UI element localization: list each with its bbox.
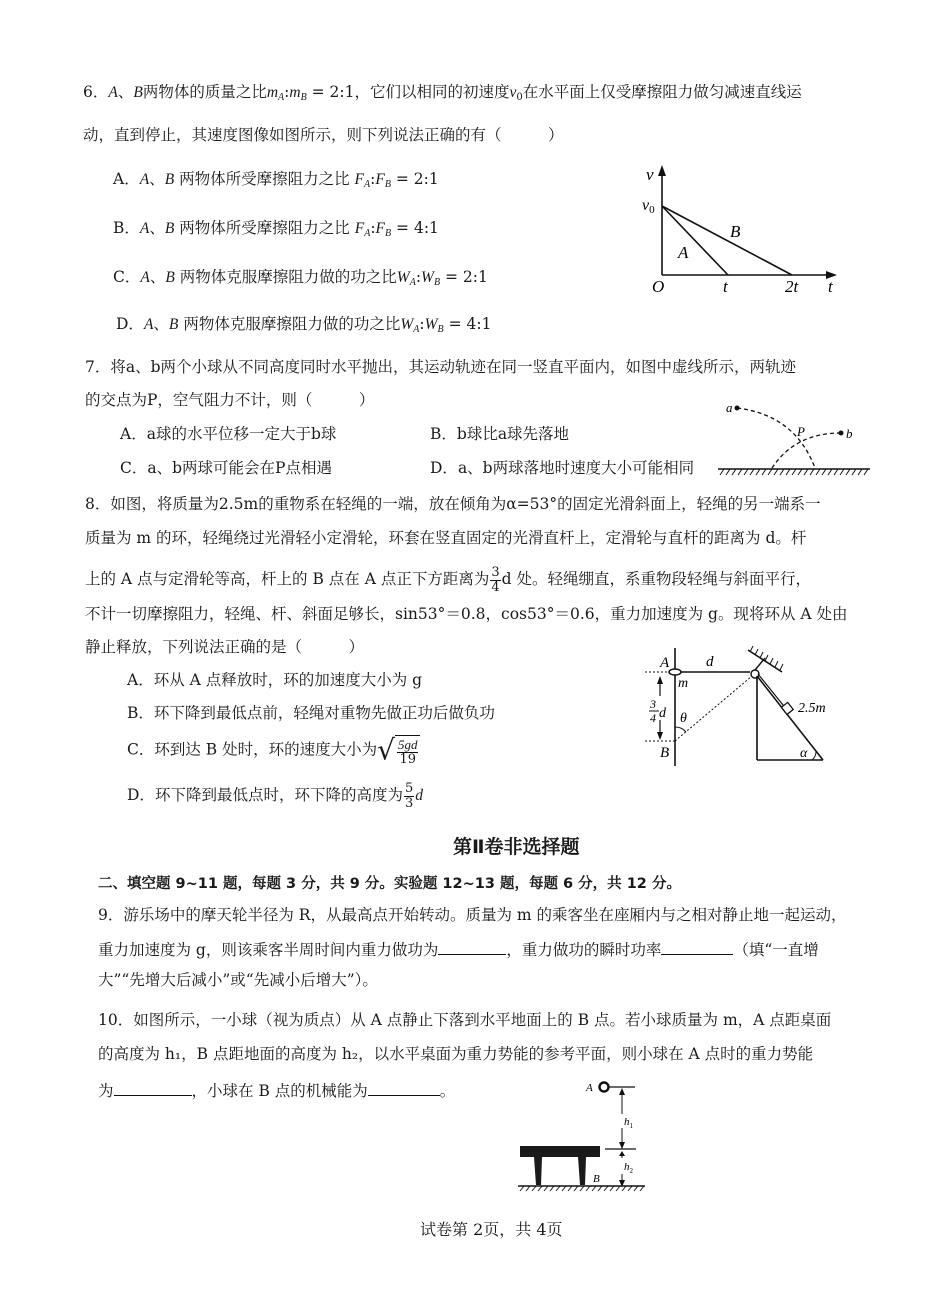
q8-line3 xyxy=(85,566,811,594)
label-mass: 2.5m xyxy=(798,701,826,716)
section-title: 第Ⅱ卷非选择题 xyxy=(453,836,580,858)
q8-option-c[interactable] xyxy=(127,735,420,766)
axis-label-v: v xyxy=(646,165,654,184)
ratio: = 2:1 xyxy=(390,170,439,188)
label-theta: θ xyxy=(680,711,687,726)
option-label: C． xyxy=(120,459,148,477)
option-text: a、b两球落地时速度大小可能相同 xyxy=(457,459,695,477)
q8-option-d[interactable] xyxy=(127,782,423,810)
q6-option-c[interactable]: C．A、B 两物体克服摩擦阻力做的功之比$W_A:W_B$ = 2:1 xyxy=(113,268,488,288)
option-label: D． xyxy=(116,315,144,333)
option-label: C． xyxy=(127,740,155,759)
sym-d: d xyxy=(415,787,423,805)
q6-option-a[interactable]: A．A、B 两物体所受摩擦阻力之比 $F_A:F_B$ = 2:1 xyxy=(113,170,439,190)
q7-option-d[interactable] xyxy=(430,461,694,477)
q7-option-b[interactable] xyxy=(430,427,569,443)
fraction-3-4: $\frac{3}{4}$ xyxy=(491,565,500,595)
label-origin: O xyxy=(652,277,665,296)
sym-a: A xyxy=(108,84,118,101)
option-text: 环从 A 点释放时，环的加速度大小为 g xyxy=(153,671,423,689)
label-b: B xyxy=(730,222,741,241)
sym: F xyxy=(354,171,365,188)
sym: B xyxy=(164,220,175,237)
option-text: 环下降到最低点时，环下降的高度为 xyxy=(154,786,403,805)
q10-text: 。 xyxy=(439,1082,456,1100)
label-point-p: P xyxy=(797,424,805,439)
ratio: = 4:1 xyxy=(391,219,439,237)
option-label: B． xyxy=(430,425,457,443)
label-b: B xyxy=(660,745,670,761)
q8-line5: 静止释放，下列说法正确的是（ ） xyxy=(85,638,365,656)
label-m: m xyxy=(678,676,689,691)
mass-ratio: = 2:1 xyxy=(306,83,355,101)
option-label: B． xyxy=(127,704,154,722)
label-v0: v0 xyxy=(642,197,655,216)
option-label: A． xyxy=(120,425,147,443)
q9-line1: 9．游乐场中的摩天轮半径为 R，从最高点开始转动。质量为 m 的乘客坐在座厢内与之相对静止地一起运动， xyxy=(98,906,847,924)
option-text: 两物体克服摩擦阻力做的功之比 xyxy=(183,315,401,333)
q9-text: 重力加速度为 g，则该乘客半周时间内重力做功为 xyxy=(98,941,439,959)
q8-text: d 处。轻绳绷直，系重物段轻绳与斜面平行， xyxy=(501,570,811,589)
q6-stem-line2: 动，直到停止，其速度图像如图所示，则下列说法正确的有（ ） xyxy=(83,126,564,144)
sym: W xyxy=(396,269,410,286)
page-footer: 试卷第 2页，共 4页 xyxy=(420,1220,563,1239)
q8-line2: 质量为 m 的环，轻绳绕过光滑轻小定滑轮，环套在竖直固定的光滑直杆上，定滑轮与直杆的距离为 d。杆 xyxy=(85,529,807,547)
sym: B xyxy=(165,269,175,286)
label-frac-den: 4 xyxy=(650,711,656,725)
option-text: 两物体所受摩擦阻力之比 xyxy=(179,219,350,237)
label-a: A xyxy=(678,243,689,262)
option-text: a、b两球可能会在P点相遇 xyxy=(147,459,332,477)
option-label: D． xyxy=(127,786,155,805)
ratio: = 2:1 xyxy=(440,268,488,286)
q7-stem-line2: 的交点为P，空气阻力不计，则（ ） xyxy=(85,391,375,409)
answer-blank-potential[interactable] xyxy=(114,1081,192,1096)
label-a: A xyxy=(586,1082,593,1094)
q6-number: 6． xyxy=(83,83,109,101)
q7-option-a[interactable] xyxy=(120,427,336,443)
q6-text3: 在水平面上仅受摩擦阻力做匀减速直线运 xyxy=(522,83,802,101)
q9-line2 xyxy=(98,940,819,959)
q7-option-c[interactable] xyxy=(120,461,332,477)
q8-option-b[interactable] xyxy=(127,706,495,722)
sym: A xyxy=(139,220,150,237)
label-alpha: α xyxy=(800,746,808,761)
label-ball-a: a xyxy=(726,400,733,415)
option-text: 两物体所受摩擦阻力之比 xyxy=(179,170,350,188)
q8-pulley-figure xyxy=(630,640,840,770)
label-h1: $h_1$ xyxy=(624,1116,633,1130)
q6-text: 两物体的质量之比 xyxy=(142,83,267,101)
q9-line3: 大”“先增大后减小”或“先减小后增大”）。 xyxy=(98,971,378,989)
sym: F xyxy=(354,220,365,237)
q10-text: ，小球在 B 点的机械能为 xyxy=(191,1082,368,1100)
axis-label-t: t xyxy=(828,277,833,296)
option-label: A． xyxy=(113,170,140,188)
option-text: a球的水平位移一定大于b球 xyxy=(146,425,337,443)
q8-line4: 不计一切摩擦阻力，轻绳、杆、斜面足够长，sin53°＝0.8，cos53°＝0.6，重力加速度为 g。现将环从 A 处由 xyxy=(85,605,848,623)
q10-line3 xyxy=(98,1081,455,1100)
option-label: B． xyxy=(113,219,140,237)
option-label: C． xyxy=(113,268,141,286)
q8-line1: 8．如图，将质量为2.5m的重物系在轻绳的一端，放在倾角为α=53°的固定光滑斜面上，轻绳的另一端系一 xyxy=(85,495,821,513)
q7-stem-line1: 7．将a、b两个小球从不同高度同时水平抛出，其运动轨迹在同一竖直平面内，如图中虚线所示，两轨迹 xyxy=(85,358,797,376)
answer-blank-mechanical[interactable] xyxy=(368,1081,440,1096)
label-a: A xyxy=(660,655,670,671)
q10-table-figure xyxy=(500,1070,660,1200)
option-label: D． xyxy=(430,459,458,477)
sym: A xyxy=(143,316,154,333)
sym: B xyxy=(168,316,179,333)
option-text: 环下降到最低点前，轻绳对重物先做正功后做负功 xyxy=(153,704,495,722)
option-text: 两物体克服摩擦阻力做的功之比 xyxy=(179,268,397,286)
answer-blank-power[interactable] xyxy=(661,940,733,955)
label-d2: d xyxy=(659,706,666,721)
section-instructions: 二、填空题 9~11 题，每题 3 分，共 9 分。实验题 12~13 题，每题 6 分，共 12 分。 xyxy=(98,876,681,892)
sqrt-expression: √ $\frac{5gd}{19}$ xyxy=(377,735,420,766)
q7-trajectory-figure xyxy=(700,395,880,480)
label-2t: 2t xyxy=(785,277,799,296)
q6-text2: ，它们以相同的初速度 xyxy=(354,83,510,101)
fraction-5-3: $\frac{5}{3}$ xyxy=(404,781,414,811)
label-ball-b: b xyxy=(846,426,853,441)
label-h2: $h_2$ xyxy=(624,1161,633,1175)
sym-b: B xyxy=(133,84,143,101)
option-text: b球比a球先落地 xyxy=(456,425,570,443)
q6-option-b[interactable]: B．A、B 两物体所受摩擦阻力之比 $F_A:F_B$ = 4:1 xyxy=(113,219,439,239)
label-b: B xyxy=(593,1173,600,1185)
q10-text: 为 xyxy=(98,1082,114,1100)
option-text: 环到达 B 处时，环的速度大小为 xyxy=(154,740,378,759)
sym: W xyxy=(400,316,414,333)
label-t: t xyxy=(723,277,728,296)
answer-blank-work[interactable] xyxy=(438,940,506,955)
sym-v0: v xyxy=(509,84,517,101)
sym: A xyxy=(139,171,150,188)
q10-line2: 的高度为 h₁，B 点距地面的高度为 h₂，以水平桌面为重力势能的参考平面，则小球在 A 点时的重力势能 xyxy=(98,1045,814,1063)
q6-vt-graph xyxy=(630,160,850,300)
q9-text: （填“一直增 xyxy=(733,941,819,959)
sym: B xyxy=(164,171,175,188)
option-label: A． xyxy=(127,671,154,689)
q9-text: ，重力做功的瞬时功率 xyxy=(506,941,662,959)
label-d: d xyxy=(706,654,714,670)
sym-m: m xyxy=(266,84,279,101)
sym: A xyxy=(140,269,150,286)
ratio: = 4:1 xyxy=(443,315,492,333)
q8-option-a[interactable] xyxy=(127,673,422,689)
q6-option-d[interactable]: D．A、B 两物体克服摩擦阻力做的功之比$W_A:W_B$ = 4:1 xyxy=(116,315,492,335)
q10-line1: 10．如图所示，一小球（视为质点）从 A 点静止下落到水平地面上的 B 点。若小球质量为 m，A 点距桌面 xyxy=(98,1011,832,1029)
q8-text: 上的 A 点与定滑轮等高，杆上的 B 点在 A 点正下方距离为 xyxy=(85,570,490,589)
label-frac-num: 3 xyxy=(650,697,656,711)
q6-stem-line1: 6．A、B两物体的质量之比$m_A:m_B$ = 2:1，它们以相同的初速度$v_0$在水平面上仅受摩擦阻力做匀减速直线运 xyxy=(83,83,802,103)
